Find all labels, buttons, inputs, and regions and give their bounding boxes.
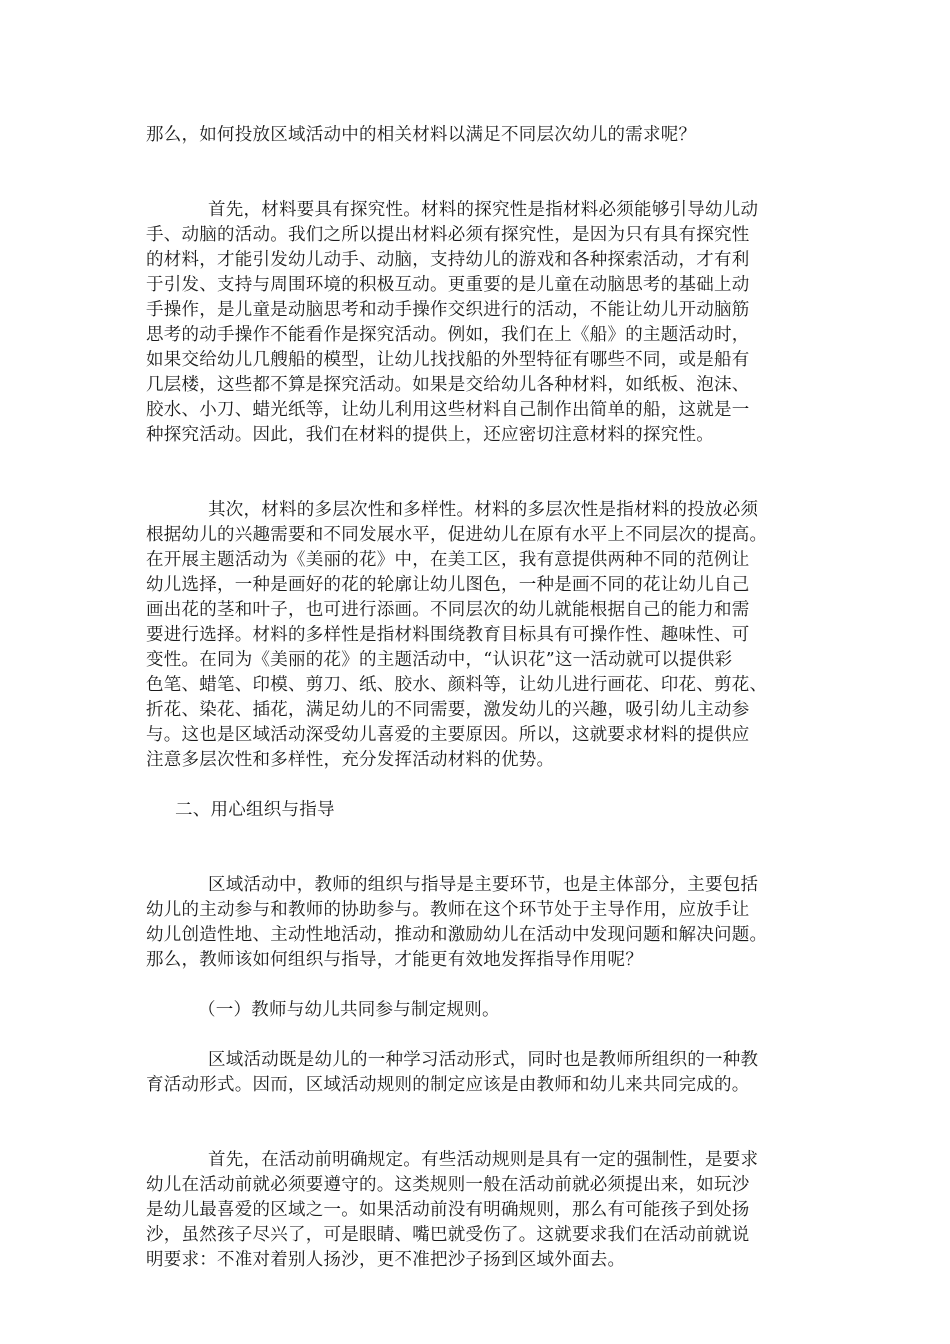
paragraph-line: 胶水、小刀、蜡光纸等，让幼儿利用这些材料自己制作出简单的船，这就是一 xyxy=(146,400,750,420)
paragraph-line: 首先，在活动前明确规定。有些活动规则是具有一定的强制性，是要求 xyxy=(208,1150,759,1170)
paragraph-line: 注意多层次性和多样性，充分发挥活动材料的优势。 xyxy=(146,750,555,770)
paragraph-line: 根据幼儿的兴趣需要和不同发展水平，促进幼儿在原有水平上不同层次的提高。 xyxy=(146,525,768,545)
paragraph-line: 区域活动既是幼儿的一种学习活动形式，同时也是教师所组织的一种教 xyxy=(208,1050,759,1070)
paragraph-line: 区域活动中，教师的组织与指导是主要环节，也是主体部分，主要包括 xyxy=(208,875,759,895)
paragraph-spacer xyxy=(146,448,801,498)
paragraph-spacer xyxy=(146,148,801,198)
paragraph-line: 那么，教师该如何组织与指导，才能更有效地发挥指导作用呢？ xyxy=(146,950,643,970)
paragraph-line: 幼儿的主动参与和教师的协助参与。教师在这个环节处于主导作用，应放手让 xyxy=(146,900,750,920)
paragraph-spacer xyxy=(146,773,801,798)
paragraph-spacer xyxy=(146,1098,801,1148)
section-heading: 二、用心组织与指导 xyxy=(175,800,335,820)
paragraph-line: 手操作，是儿童是动脑思考和动手操作交织进行的活动，不能让幼儿开动脑筋 xyxy=(146,300,750,320)
paragraph-line: 幼儿在活动前就必须要遵守的。这类规则一般在活动前就必须提出来，如玩沙 xyxy=(146,1175,750,1195)
paragraph-line: 手、动脑的活动。我们之所以提出材料必须有探究性，是因为只有具有探究性 xyxy=(146,225,750,245)
paragraph-line: 首先，材料要具有探究性。材料的探究性是指材料必须能够引导幼儿动 xyxy=(208,200,759,220)
paragraph-line: 幼儿创造性地、主动性地活动，推动和激励幼儿在活动中发现问题和解决问题。 xyxy=(146,925,768,945)
paragraph-line: 那么，如何投放区域活动中的相关材料以满足不同层次幼儿的需求呢？ xyxy=(146,125,697,145)
paragraph-line: 要进行选择。材料的多样性是指材料围绕教育目标具有可操作性、趣味性、可 xyxy=(146,625,750,645)
paragraph-line: 幼儿选择，一种是画好的花的轮廓让幼儿图色，一种是画不同的花让幼儿自己 xyxy=(146,575,750,595)
paragraph-spacer xyxy=(146,973,801,998)
paragraph-line: 画出花的茎和叶子，也可进行添画。不同层次的幼儿就能根据自己的能力和需 xyxy=(146,600,750,620)
paragraph-line: 几层楼，这些都不算是探究活动。如果是交给幼儿各种材料，如纸板、泡沫、 xyxy=(146,375,750,395)
paragraph-line: 的材料，才能引发幼儿动手、动脑，支持幼儿的游戏和各种探索活动，才有利 xyxy=(146,250,750,270)
paragraph-line: 在开展主题活动为《美丽的花》中，在美工区，我有意提供两种不同的范例让 xyxy=(146,550,750,570)
paragraph-line: 种探究活动。因此，我们在材料的提供上，还应密切注意材料的探究性。 xyxy=(146,425,714,445)
paragraph-spacer xyxy=(146,823,801,873)
paragraph-line: 思考的动手操作不能看作是探究活动。例如，我们在上《船》的主题活动时， xyxy=(146,325,750,345)
paragraph-line: 明要求：不准对着别人扬沙，更不准把沙子扬到区域外面去。 xyxy=(146,1250,626,1270)
paragraph-line: 变性。在同为《美丽的花》的主题活动中，“认识花”这一活动就可以提供彩 xyxy=(146,650,733,670)
document-body xyxy=(146,123,801,1273)
paragraph-line: 色笔、蜡笔、印模、剪刀、纸、胶水、颜料等，让幼儿进行画花、印花、剪花、 xyxy=(146,675,768,695)
paragraph-line: 是幼儿最喜爱的区域之一。如果活动前没有明确规则，那么有可能孩子到处扬 xyxy=(146,1200,750,1220)
paragraph-spacer xyxy=(146,1023,801,1048)
paragraph-line: 沙，虽然孩子尽兴了，可是眼睛、嘴巴就受伤了。这就要求我们在活动前就说 xyxy=(146,1225,750,1245)
subsection-heading: （一）教师与幼儿共同参与制定规则。 xyxy=(198,1000,500,1020)
paragraph-line: 于引发、支持与周围环境的积极互动。更重要的是儿童在动脑思考的基础上动 xyxy=(146,275,750,295)
paragraph-line: 折花、染花、插花，满足幼儿的不同需要，激发幼儿的兴趣，吸引幼儿主动参 xyxy=(146,700,750,720)
paragraph-line: 与。这也是区域活动深受幼儿喜爱的主要原因。所以，这就要求材料的提供应 xyxy=(146,725,750,745)
paragraph-line: 其次，材料的多层次性和多样性。材料的多层次性是指材料的投放必须 xyxy=(208,500,759,520)
paragraph-line: 如果交给幼儿几艘船的模型，让幼儿找找船的外型特征有哪些不同，或是船有 xyxy=(146,350,750,370)
paragraph-line: 育活动形式。因而，区域活动规则的制定应该是由教师和幼儿来共同完成的。 xyxy=(146,1075,750,1095)
